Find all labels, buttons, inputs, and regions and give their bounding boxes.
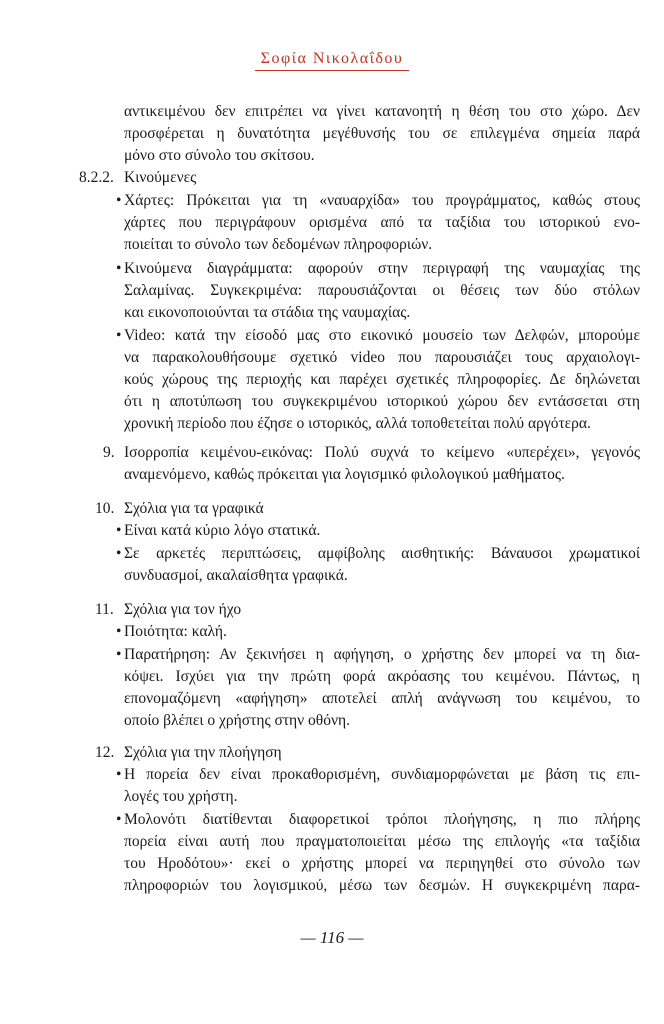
text-line: Ισορροπία κειμένου-εικόνας: Πολύ συχνά το κείμενο «υπερέχει», γεγονός <box>124 444 640 461</box>
text-line: ποιείται το σύνολο των δεδομένων πληροφοριών. <box>124 236 433 253</box>
text-line: κόψει. Ισχύει για την πρώτη φορά ακρόασης του κειμένου. Πάντως, η <box>124 668 640 685</box>
text-line: χρονική περίοδο που έζησε ο ιστορικός, αλλά τοποθετείται πολύ αργότερα. <box>124 415 591 432</box>
text-line: Σαλαμίνας. Συγκεκριμένα: παρουσιάζονται οι θέσεις των δύο στόλων <box>124 282 640 299</box>
text-line: κούς χώρους της περιοχής και παρέχει σχετικές πληροφορίες. Δε δηλώνεται <box>124 371 640 388</box>
section-number: 8.2.2. <box>79 169 114 186</box>
text-line: Χάρτες: Πρόκειται για τη «ναυαρχίδα» του προγράμματος, καθώς στους <box>124 192 640 209</box>
text-line: πληροφοριών του λογισμικού, μέσω των δεσμών. Η συγκεκριμένη παρα- <box>124 877 640 894</box>
running-head <box>0 50 664 71</box>
bullet-marker: • <box>116 646 122 663</box>
text-line: Κινούμενα διαγράμματα: αφορούν στην περιγραφή της ναυμαχίας της <box>124 260 640 277</box>
text-line: συνδυασμοί, ακαλαίσθητα γραφικά. <box>124 567 348 584</box>
text-line: οποίο βλέπει ο χρήστης στην οθόνη. <box>124 712 350 729</box>
text-line: Είναι κατά κύριο λόγο στατικά. <box>124 522 321 539</box>
section-title: Κινούμενες <box>124 169 197 186</box>
bullet-marker: • <box>116 522 122 539</box>
bullet-marker: • <box>116 766 122 783</box>
item-title: Σχόλια για τα γραφικά <box>124 500 264 517</box>
text-line: και εικονοποιούνται τα στάδια της ναυμαχίας. <box>124 304 411 321</box>
text-line: πορεία είναι αυτή που πραγματοποιείται μέσω της επιλογής «τα ταξίδια <box>124 833 640 850</box>
bullet-marker: • <box>116 545 122 562</box>
text-line: αναμενόμενο, καθώς πρόκειται για λογισμικό φιλολογικού μαθήματος. <box>124 466 565 483</box>
text-line: Παρατήρηση: Αν ξεκινήσει η αφήγηση, ο χρήστης δεν μπορεί να τη δια- <box>124 646 640 663</box>
text-line: μόνο στο σύνολο του σκίτσου. <box>124 147 315 164</box>
text-line: προσφέρεται η δυνατότητα μεγέθυνσής του σε επιλεγμένα σημεία παρά <box>124 125 640 142</box>
text-line: λογές του χρήστη. <box>124 788 238 805</box>
item-title: Σχόλια για την πλοήγηση <box>124 744 282 761</box>
running-head-author: Σοφία Νικολαΐδου <box>255 50 410 71</box>
page-number: — 116 — <box>300 928 364 947</box>
bullet-marker: • <box>116 811 122 828</box>
item-number: 9. <box>103 444 115 461</box>
bullet-marker: • <box>116 623 122 640</box>
bullet-marker: • <box>116 260 122 277</box>
text-line: του Ηροδότου»· εκεί ο χρήστης μπορεί να περιηγηθεί στο σύνολο των <box>124 855 640 872</box>
text-line: Μολονότι διατίθενται διαφορετικοί τρόποι πλοήγησης, η πιο πλήρης <box>124 811 640 828</box>
text-line: να παρακολουθήσουμε σχετικό video που παρουσιάζει τους αρχαιολογι- <box>124 349 640 366</box>
bullet-marker: • <box>116 192 122 209</box>
text-line: Ποιότητα: καλή. <box>124 623 227 640</box>
text-line: Σε αρκετές περιπτώσεις, αμφίβολης αισθητικής: Βάναυσοι χρωματικοί <box>124 545 640 562</box>
text-line: χάρτες που περιγράφουν ορισμένα από τα ταξίδια του ιστορικού ενο- <box>124 214 640 231</box>
item-number: 12. <box>95 744 115 761</box>
text-line: Video: κατά την είσοδό μας στο εικονικό μουσείο των Δελφών, μπορούμε <box>124 327 640 344</box>
bullet-marker: • <box>116 327 122 344</box>
item-title: Σχόλια για τον ήχο <box>124 601 242 618</box>
text-line: επονομαζόμενη «αφήγηση» αποτελεί απλή ανάγνωση του κειμένου, το <box>124 690 640 707</box>
text-line: αντικειμένου δεν επιτρέπει να γίνει κατανοητή η θέση του στο χώρο. Δεν <box>124 103 640 120</box>
item-number: 11. <box>95 601 114 618</box>
text-line: ότι η αποτύπωση του συγκεκριμένου ιστορικού χώρου δεν εντάσσεται στη <box>124 393 640 410</box>
item-number: 10. <box>95 500 115 517</box>
text-line: Η πορεία δεν είναι προκαθορισμένη, συνδιαμορφώνεται με βάση τις επι- <box>124 766 640 783</box>
